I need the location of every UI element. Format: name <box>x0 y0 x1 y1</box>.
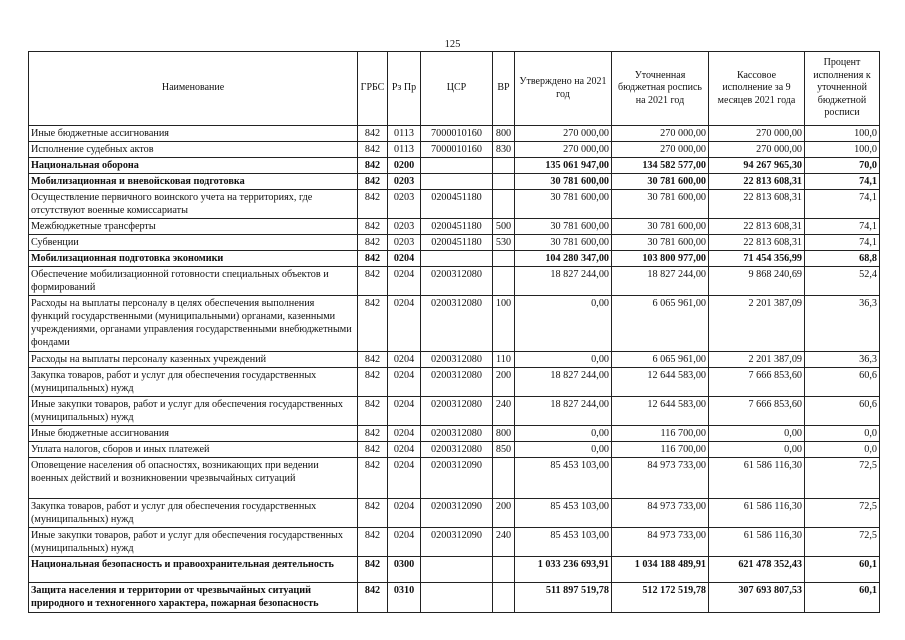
table-row <box>29 126 880 142</box>
cell-csr <box>421 251 493 267</box>
cell-refined: 512 172 519,78 <box>612 583 709 613</box>
cell-refined: 270 000,00 <box>612 126 709 142</box>
cell-csr: 0200312080 <box>421 397 493 426</box>
cell-cash: 0,00 <box>709 442 805 458</box>
cell-cash: 94 267 965,30 <box>709 158 805 174</box>
header-csr: ЦСР <box>421 52 493 126</box>
cell-rzpr: 0204 <box>388 397 421 426</box>
table-row <box>29 142 880 158</box>
cell-name: Осуществление первичного воинского учета на территориях, где отсутствуют военные комиссариаты <box>29 190 358 219</box>
cell-approved: 85 453 103,00 <box>515 499 612 528</box>
cell-grbs: 842 <box>358 426 388 442</box>
cell-refined: 6 065 961,00 <box>612 352 709 368</box>
cell-percent: 36,3 <box>805 296 880 352</box>
cell-name: Иные бюджетные ассигнования <box>29 426 358 442</box>
cell-approved: 30 781 600,00 <box>515 174 612 190</box>
cell-approved: 85 453 103,00 <box>515 458 612 499</box>
cell-vr: 850 <box>493 442 515 458</box>
table-row <box>29 235 880 251</box>
cell-percent: 52,4 <box>805 267 880 296</box>
table-row <box>29 499 880 528</box>
header-vr: ВР <box>493 52 515 126</box>
cell-csr: 0200451180 <box>421 219 493 235</box>
cell-cash: 22 813 608,31 <box>709 174 805 190</box>
cell-percent: 70,0 <box>805 158 880 174</box>
cell-vr: 200 <box>493 499 515 528</box>
cell-name: Закупка товаров, работ и услуг для обеспечения государственных (муниципальных) нужд <box>29 499 358 528</box>
cell-cash: 621 478 352,43 <box>709 557 805 583</box>
cell-name: Защита населения и территории от чрезвычайных ситуаций природного и техногенного характера, пожарная безопасность <box>29 583 358 613</box>
cell-refined: 6 065 961,00 <box>612 296 709 352</box>
cell-csr: 0200312080 <box>421 368 493 397</box>
table-row <box>29 368 880 397</box>
cell-grbs: 842 <box>358 352 388 368</box>
cell-grbs: 842 <box>358 442 388 458</box>
cell-refined: 12 644 583,00 <box>612 397 709 426</box>
cell-vr: 240 <box>493 397 515 426</box>
cell-percent: 60,1 <box>805 583 880 613</box>
cell-cash: 61 586 116,30 <box>709 458 805 499</box>
cell-name: Расходы на выплаты персоналу в целях обеспечения выполнения функций государственными (муниципальными) органами, казенными учреждениями, органами управления государственными внебюджетными фондами <box>29 296 358 352</box>
cell-refined: 30 781 600,00 <box>612 190 709 219</box>
cell-percent: 72,5 <box>805 458 880 499</box>
cell-name: Закупка товаров, работ и услуг для обеспечения государственных (муниципальных) нужд <box>29 368 358 397</box>
cell-percent: 0,0 <box>805 442 880 458</box>
table-row <box>29 174 880 190</box>
cell-vr: 530 <box>493 235 515 251</box>
cell-cash: 22 813 608,31 <box>709 190 805 219</box>
table-row <box>29 458 880 499</box>
table-row <box>29 557 880 583</box>
cell-grbs: 842 <box>358 219 388 235</box>
cell-percent: 100,0 <box>805 142 880 158</box>
cell-name: Национальная безопасность и правоохранительная деятельность <box>29 557 358 583</box>
cell-rzpr: 0203 <box>388 235 421 251</box>
table-row <box>29 251 880 267</box>
cell-grbs: 842 <box>358 142 388 158</box>
cell-percent: 74,1 <box>805 174 880 190</box>
header-row <box>29 52 880 126</box>
cell-refined: 84 973 733,00 <box>612 499 709 528</box>
header-approved: Утверждено на 2021 год <box>515 52 612 126</box>
cell-cash: 270 000,00 <box>709 142 805 158</box>
cell-approved: 30 781 600,00 <box>515 190 612 219</box>
cell-cash: 22 813 608,31 <box>709 235 805 251</box>
cell-cash: 270 000,00 <box>709 126 805 142</box>
cell-rzpr: 0310 <box>388 583 421 613</box>
cell-cash: 307 693 807,53 <box>709 583 805 613</box>
cell-grbs: 842 <box>358 397 388 426</box>
cell-vr <box>493 557 515 583</box>
cell-vr <box>493 174 515 190</box>
cell-rzpr: 0203 <box>388 190 421 219</box>
cell-refined: 30 781 600,00 <box>612 174 709 190</box>
cell-rzpr: 0204 <box>388 267 421 296</box>
cell-percent: 60,1 <box>805 557 880 583</box>
cell-cash: 2 201 387,09 <box>709 352 805 368</box>
cell-rzpr: 0200 <box>388 158 421 174</box>
table-row <box>29 296 880 352</box>
cell-rzpr: 0204 <box>388 458 421 499</box>
cell-approved: 30 781 600,00 <box>515 235 612 251</box>
cell-refined: 1 034 188 489,91 <box>612 557 709 583</box>
cell-vr <box>493 267 515 296</box>
cell-percent: 100,0 <box>805 126 880 142</box>
cell-cash: 71 454 356,99 <box>709 251 805 267</box>
cell-rzpr: 0204 <box>388 352 421 368</box>
cell-cash: 9 868 240,69 <box>709 267 805 296</box>
cell-vr: 500 <box>493 219 515 235</box>
cell-vr: 100 <box>493 296 515 352</box>
cell-approved: 270 000,00 <box>515 126 612 142</box>
cell-name: Обеспечение мобилизационной готовности специальных объектов и формирований <box>29 267 358 296</box>
cell-csr <box>421 174 493 190</box>
cell-name: Оповещение населения об опасностях, возникающих при ведении военных действий и возникновении чрезвычайных ситуаций <box>29 458 358 499</box>
header-cash: Кассовое исполнение за 9 месяцев 2021 года <box>709 52 805 126</box>
cell-name: Исполнение судебных актов <box>29 142 358 158</box>
cell-name: Иные закупки товаров, работ и услуг для обеспечения государственных (муниципальных) нужд <box>29 397 358 426</box>
cell-grbs: 842 <box>358 458 388 499</box>
cell-cash: 61 586 116,30 <box>709 499 805 528</box>
cell-approved: 0,00 <box>515 442 612 458</box>
cell-grbs: 842 <box>358 251 388 267</box>
cell-csr: 7000010160 <box>421 142 493 158</box>
cell-vr <box>493 458 515 499</box>
cell-approved: 0,00 <box>515 296 612 352</box>
cell-refined: 103 800 977,00 <box>612 251 709 267</box>
cell-refined: 12 644 583,00 <box>612 368 709 397</box>
table-row <box>29 158 880 174</box>
cell-refined: 84 973 733,00 <box>612 528 709 557</box>
cell-name: Мобилизационная подготовка экономики <box>29 251 358 267</box>
cell-grbs: 842 <box>358 190 388 219</box>
cell-vr: 830 <box>493 142 515 158</box>
cell-approved: 270 000,00 <box>515 142 612 158</box>
cell-vr <box>493 158 515 174</box>
cell-grbs: 842 <box>358 158 388 174</box>
cell-percent: 72,5 <box>805 499 880 528</box>
cell-name: Межбюджетные трансферты <box>29 219 358 235</box>
cell-csr <box>421 583 493 613</box>
cell-refined: 116 700,00 <box>612 426 709 442</box>
cell-csr <box>421 158 493 174</box>
cell-percent: 0,0 <box>805 426 880 442</box>
cell-approved: 18 827 244,00 <box>515 397 612 426</box>
cell-percent: 60,6 <box>805 397 880 426</box>
cell-approved: 511 897 519,78 <box>515 583 612 613</box>
cell-grbs: 842 <box>358 557 388 583</box>
cell-csr: 0200451180 <box>421 235 493 251</box>
cell-name: Расходы на выплаты персоналу казенных учреждений <box>29 352 358 368</box>
cell-vr: 800 <box>493 126 515 142</box>
table-row <box>29 426 880 442</box>
cell-approved: 85 453 103,00 <box>515 528 612 557</box>
table-row <box>29 352 880 368</box>
table-row <box>29 267 880 296</box>
cell-rzpr: 0204 <box>388 426 421 442</box>
cell-grbs: 842 <box>358 528 388 557</box>
cell-csr: 0200312080 <box>421 426 493 442</box>
budget-table <box>28 51 880 613</box>
cell-grbs: 842 <box>358 499 388 528</box>
page-number: 125 <box>444 39 461 50</box>
cell-csr: 0200312080 <box>421 352 493 368</box>
cell-refined: 116 700,00 <box>612 442 709 458</box>
cell-cash: 7 666 853,60 <box>709 368 805 397</box>
cell-vr: 110 <box>493 352 515 368</box>
cell-refined: 134 582 577,00 <box>612 158 709 174</box>
table-row <box>29 442 880 458</box>
cell-percent: 36,3 <box>805 352 880 368</box>
header-name: Наименование <box>29 52 358 126</box>
cell-name: Иные бюджетные ассигнования <box>29 126 358 142</box>
cell-refined: 18 827 244,00 <box>612 267 709 296</box>
cell-csr: 0200312090 <box>421 528 493 557</box>
cell-name: Национальная оборона <box>29 158 358 174</box>
cell-approved: 18 827 244,00 <box>515 267 612 296</box>
table-row <box>29 397 880 426</box>
cell-refined: 30 781 600,00 <box>612 219 709 235</box>
cell-cash: 61 586 116,30 <box>709 528 805 557</box>
cell-csr <box>421 557 493 583</box>
cell-rzpr: 0204 <box>388 528 421 557</box>
cell-csr: 7000010160 <box>421 126 493 142</box>
cell-approved: 0,00 <box>515 426 612 442</box>
cell-approved: 104 280 347,00 <box>515 251 612 267</box>
cell-grbs: 842 <box>358 174 388 190</box>
cell-vr: 240 <box>493 528 515 557</box>
cell-vr <box>493 190 515 219</box>
cell-rzpr: 0204 <box>388 296 421 352</box>
cell-cash: 2 201 387,09 <box>709 296 805 352</box>
cell-percent: 74,1 <box>805 235 880 251</box>
table-row <box>29 190 880 219</box>
cell-cash: 22 813 608,31 <box>709 219 805 235</box>
cell-cash: 7 666 853,60 <box>709 397 805 426</box>
cell-approved: 135 061 947,00 <box>515 158 612 174</box>
cell-rzpr: 0204 <box>388 251 421 267</box>
cell-rzpr: 0204 <box>388 499 421 528</box>
cell-vr: 200 <box>493 368 515 397</box>
cell-approved: 0,00 <box>515 352 612 368</box>
cell-percent: 60,6 <box>805 368 880 397</box>
table-row <box>29 528 880 557</box>
cell-rzpr: 0204 <box>388 368 421 397</box>
cell-percent: 68,8 <box>805 251 880 267</box>
cell-rzpr: 0300 <box>388 557 421 583</box>
cell-grbs: 842 <box>358 235 388 251</box>
header-grbs: ГРБС <box>358 52 388 126</box>
cell-vr <box>493 583 515 613</box>
cell-rzpr: 0204 <box>388 442 421 458</box>
cell-approved: 30 781 600,00 <box>515 219 612 235</box>
cell-csr: 0200312090 <box>421 458 493 499</box>
cell-csr: 0200312080 <box>421 442 493 458</box>
cell-csr: 0200312080 <box>421 296 493 352</box>
cell-csr: 0200312080 <box>421 267 493 296</box>
table-row <box>29 219 880 235</box>
cell-grbs: 842 <box>358 126 388 142</box>
cell-csr: 0200451180 <box>421 190 493 219</box>
cell-grbs: 842 <box>358 368 388 397</box>
header-percent: Процент исполнения к уточненной бюджетной росписи <box>805 52 880 126</box>
cell-name: Иные закупки товаров, работ и услуг для обеспечения государственных (муниципальных) нужд <box>29 528 358 557</box>
cell-grbs: 842 <box>358 583 388 613</box>
cell-approved: 18 827 244,00 <box>515 368 612 397</box>
cell-vr: 800 <box>493 426 515 442</box>
cell-grbs: 842 <box>358 296 388 352</box>
cell-grbs: 842 <box>358 267 388 296</box>
cell-vr <box>493 251 515 267</box>
table-row <box>29 583 880 613</box>
cell-csr: 0200312090 <box>421 499 493 528</box>
cell-refined: 270 000,00 <box>612 142 709 158</box>
cell-rzpr: 0203 <box>388 219 421 235</box>
cell-name: Уплата налогов, сборов и иных платежей <box>29 442 358 458</box>
cell-refined: 30 781 600,00 <box>612 235 709 251</box>
cell-percent: 74,1 <box>805 190 880 219</box>
cell-refined: 84 973 733,00 <box>612 458 709 499</box>
cell-approved: 1 033 236 693,91 <box>515 557 612 583</box>
cell-percent: 72,5 <box>805 528 880 557</box>
cell-percent: 74,1 <box>805 219 880 235</box>
cell-rzpr: 0113 <box>388 126 421 142</box>
cell-rzpr: 0203 <box>388 174 421 190</box>
header-refined: Уточненная бюджетная роспись на 2021 год <box>612 52 709 126</box>
cell-rzpr: 0113 <box>388 142 421 158</box>
header-rzpr: Рз Пр <box>388 52 421 126</box>
cell-cash: 0,00 <box>709 426 805 442</box>
cell-name: Мобилизационная и вневойсковая подготовка <box>29 174 358 190</box>
cell-name: Субвенции <box>29 235 358 251</box>
